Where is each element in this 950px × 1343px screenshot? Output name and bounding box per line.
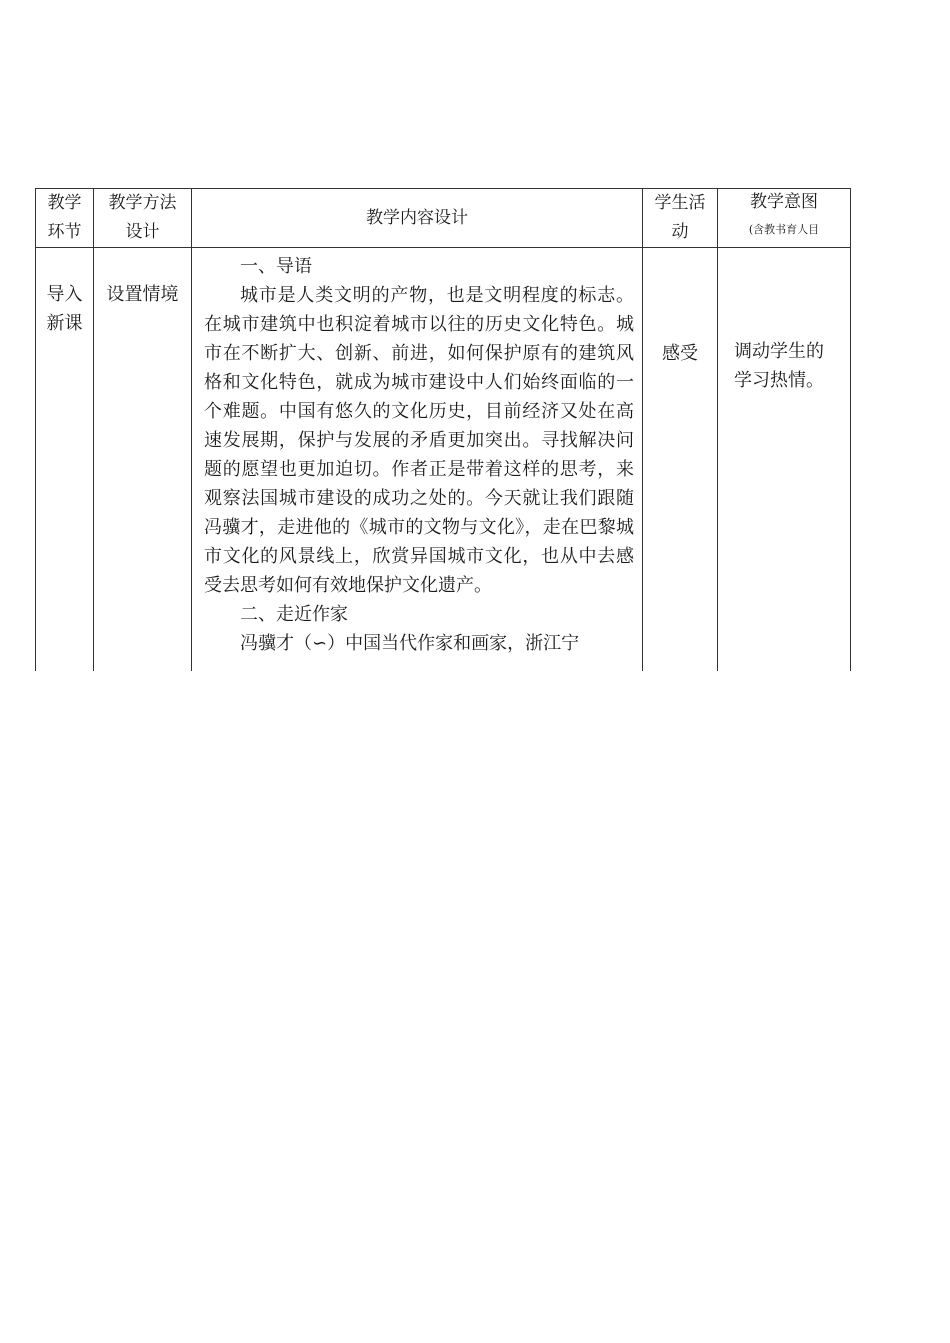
header-content-label: 教学内容设计 <box>366 207 468 228</box>
section2-body: 冯骥才（∽）中国当代作家和画家，浙江宁 <box>240 633 580 654</box>
lesson-plan-table <box>35 188 851 671</box>
section1-body: 城市是人类文明的产物，也是文明程度的标志。在城市建筑中也积淀着城市以往的历史文化特色。城市在不断扩大、创新、前进，如何保护原有的建筑风格和文化特色，就成为城市建设中人们始终面临的一个难题。中国有悠久的文化历史，目前经济又处在高速发展期，保护与发展的矛盾更加突出。寻找解决问题的愿望也更加迫切。作者正是带着这样的思考，来观察法国城市建设的成功之处的。今天就让我们跟随冯骥才，走进他的《城市的文物与文化》，走在巴黎城市文化的风景线上，欣赏异国城市文化，也从中去感受去思考如何有效地保护文化遗产。 <box>204 285 634 596</box>
activity-cell <box>643 248 718 671</box>
content-cell <box>192 248 643 671</box>
stage-cell <box>36 248 94 671</box>
header-activity-line2: 动 <box>671 222 689 242</box>
intent-cell <box>718 248 851 671</box>
table-header-row <box>36 189 851 248</box>
section1-title: 一、导语 <box>240 256 312 277</box>
header-stage-line2: 环节 <box>47 222 82 242</box>
table-row <box>36 248 851 671</box>
stage-line1: 导入 <box>46 284 83 305</box>
header-method <box>94 189 192 248</box>
header-stage <box>36 189 94 248</box>
intent-text: 调动学生的学习热情。 <box>734 341 824 391</box>
header-intent <box>718 189 851 248</box>
method-text: 设置情境 <box>106 284 179 305</box>
header-intent-sub: (含教书育人目 <box>748 223 820 236</box>
header-activity-line1: 学生活 <box>654 193 706 213</box>
header-content <box>192 189 643 248</box>
stage-line2: 新课 <box>46 313 83 334</box>
method-cell <box>94 248 192 671</box>
header-method-line2: 设计 <box>125 222 160 242</box>
section2-title: 二、走近作家 <box>240 604 348 625</box>
header-activity <box>643 189 718 248</box>
header-intent-label: 教学意图 <box>750 192 818 212</box>
header-stage-line1: 教学 <box>47 193 82 213</box>
header-method-line1: 教学方法 <box>108 193 177 213</box>
activity-text: 感受 <box>662 343 698 364</box>
